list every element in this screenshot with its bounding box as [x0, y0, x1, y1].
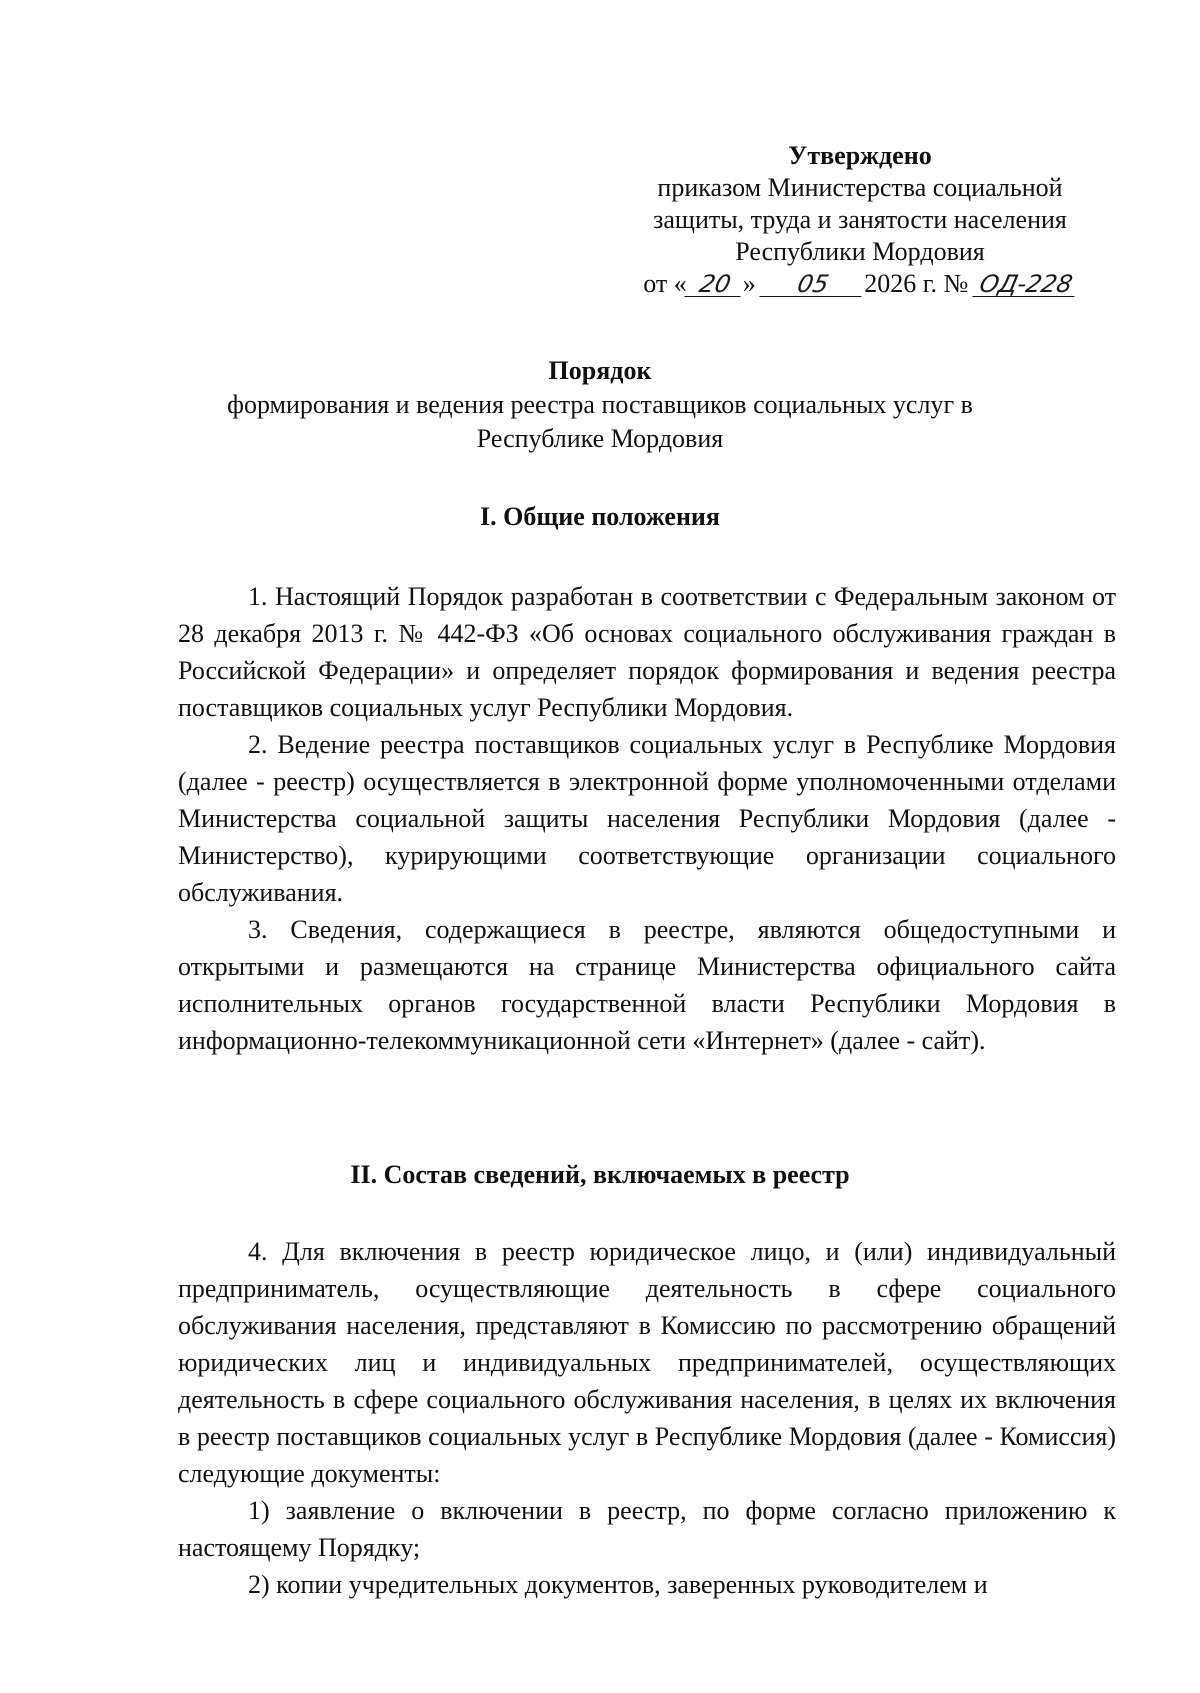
section-2-body [178, 1233, 1116, 1603]
title-subtitle-line-2: Республике Мордовия [476, 424, 724, 453]
paragraph-4: 4. Для включения в реестр юридическое лицо, и (или) индивидуальный предприниматель, осуществляющие деятельность в сфере социального обслуживания населения, представляют в Комиссию по рассмотрению обращений юридических лиц и индивидуальных предпринимателей, осуществляющих деятельность в сфере социального обслуживания населения, в целях их включения в реестр поставщиков социальных услуг в Республике Мордовия (далее - Комиссия) следующие документы: [178, 1237, 1116, 1488]
paragraph-1: 1. Настоящий Порядок разработан в соответствии с Федеральным законом от 28 декабря 2013 г. № 442-ФЗ «Об основах социального обслуживания граждан в Российской Федерации» и определяет порядок формирования и ведения реестра поставщиков социальных услуг Республики Мордовия. [178, 582, 1116, 722]
date-year: 2026 г. № [864, 269, 969, 298]
section-2-heading: II. Состав сведений, включаемых в реестр [350, 1160, 850, 1189]
handwritten-order-number: ОД-228 [972, 272, 1079, 297]
section-1-heading: I. Общие положения [480, 502, 720, 531]
paragraph-4-item-2: 2) копии учредительных документов, заверенных руководителем и [248, 1570, 988, 1599]
paragraph-3: 3. Сведения, содержащиеся в реестре, являются общедоступными и открытыми и размещаются на странице Министерства официального сайта исполнительных органов государственной власти Республики Мордовия в информационно-телекоммуникационной сети «Интернет» (далее - сайт). [178, 915, 1116, 1055]
handwritten-month: 05 [760, 272, 867, 297]
date-mid: » [742, 269, 756, 298]
document-title [150, 354, 1050, 456]
title-main: Порядок [548, 356, 652, 385]
date-prefix: от « [643, 269, 687, 298]
section-1-body [178, 578, 1116, 1059]
approval-line-1: приказом Министерства социальной [657, 173, 1063, 202]
approval-line-2: защиты, труда и занятости населения [653, 205, 1067, 234]
approval-heading: Утверждено [788, 141, 932, 170]
approval-block [600, 140, 1120, 300]
approval-line-3: Республики Мордовия [735, 237, 985, 266]
approval-date-line [600, 268, 1120, 300]
handwritten-day: 20 [684, 272, 745, 297]
paragraph-4-item-1: 1) заявление о включении в реестр, по форме согласно приложению к настоящему Порядку; [178, 1496, 1116, 1562]
title-subtitle-line-1: формирования и ведения реестра поставщиков социальных услуг в [227, 390, 973, 419]
paragraph-2: 2. Ведение реестра поставщиков социальных услуг в Республике Мордовия (далее - реестр) осуществляется в электронной форме уполномоченными отделами Министерства социальной защиты населения Республики Мордовия (далее - Министерство), курирующими соответствующие организации социального обслуживания. [178, 730, 1116, 907]
